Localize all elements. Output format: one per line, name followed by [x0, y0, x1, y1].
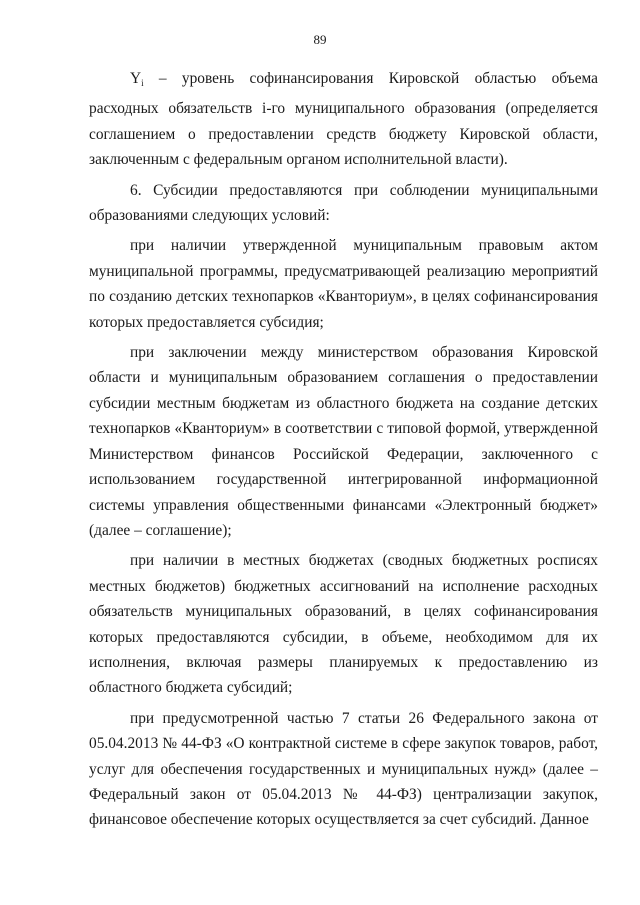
paragraph-coefficient-definition: [89, 66, 598, 173]
paragraph-condition-program: при наличии утвержденной муниципальным правовым актом муниципальной программы, предусматривающей реализацию мероприятий по созданию детских технопарков «Кванториум», в целях софинансирования которых предоставляется субсидия;: [89, 237, 598, 331]
document-body: [89, 66, 598, 833]
paragraph-condition-procurement: при предусмотренной частью 7 статьи 26 Федерального закона от 05.04.2013 № 44-ФЗ «О контрактной системе в сфере закупок товаров, работ, услуг для обеспечения государственных и муниципальных нужд» (далее – Федеральный закон от 05.04.2013 № 44-ФЗ) централизации закупок, финансовое обеспечение которых осуществляется за счет субсидий. Данное: [89, 709, 598, 829]
paragraph-text: – уровень софинансирования Кировской областью объема расходных обязательств i-го муниципального образования (определяется соглашением о предоставлении средств бюджету Кировской области, заключенным с федеральным органом исполнительной власти).: [89, 70, 598, 169]
paragraph-condition-budget: при наличии в местных бюджетах (сводных бюджетных росписях местных бюджетов) бюджетных ассигнований на исполнение расходных обязательств муниципальных образований, в целях софинансирования которых предоставляются субсидии, в объеме, необходимом для их исполнения, включая размеры планируемых к предоставлению из областного бюджета субсидий;: [89, 552, 598, 697]
page-number: 89: [313, 32, 327, 47]
paragraph-condition-agreement: при заключении между министерством образования Кировской области и муниципальным образованием соглашения о предоставлении субсидии местным бюджетам из областного бюджета на создание детских технопарков «Кванториум» в соответствии с типовой формой, утвержденной Министерством финансов Российской Федерации, заключенного с использованием государственной интегрированной информационной системы управления общественными финансами «Электронный бюджет» (далее – соглашение);: [89, 344, 598, 539]
paragraph-conditions-intro: 6. Субсидии предоставляются при соблюдении муниципальными образованиями следующих условий:: [89, 181, 598, 225]
variable-symbol: Y: [130, 70, 142, 87]
variable-subscript: i: [141, 78, 144, 88]
